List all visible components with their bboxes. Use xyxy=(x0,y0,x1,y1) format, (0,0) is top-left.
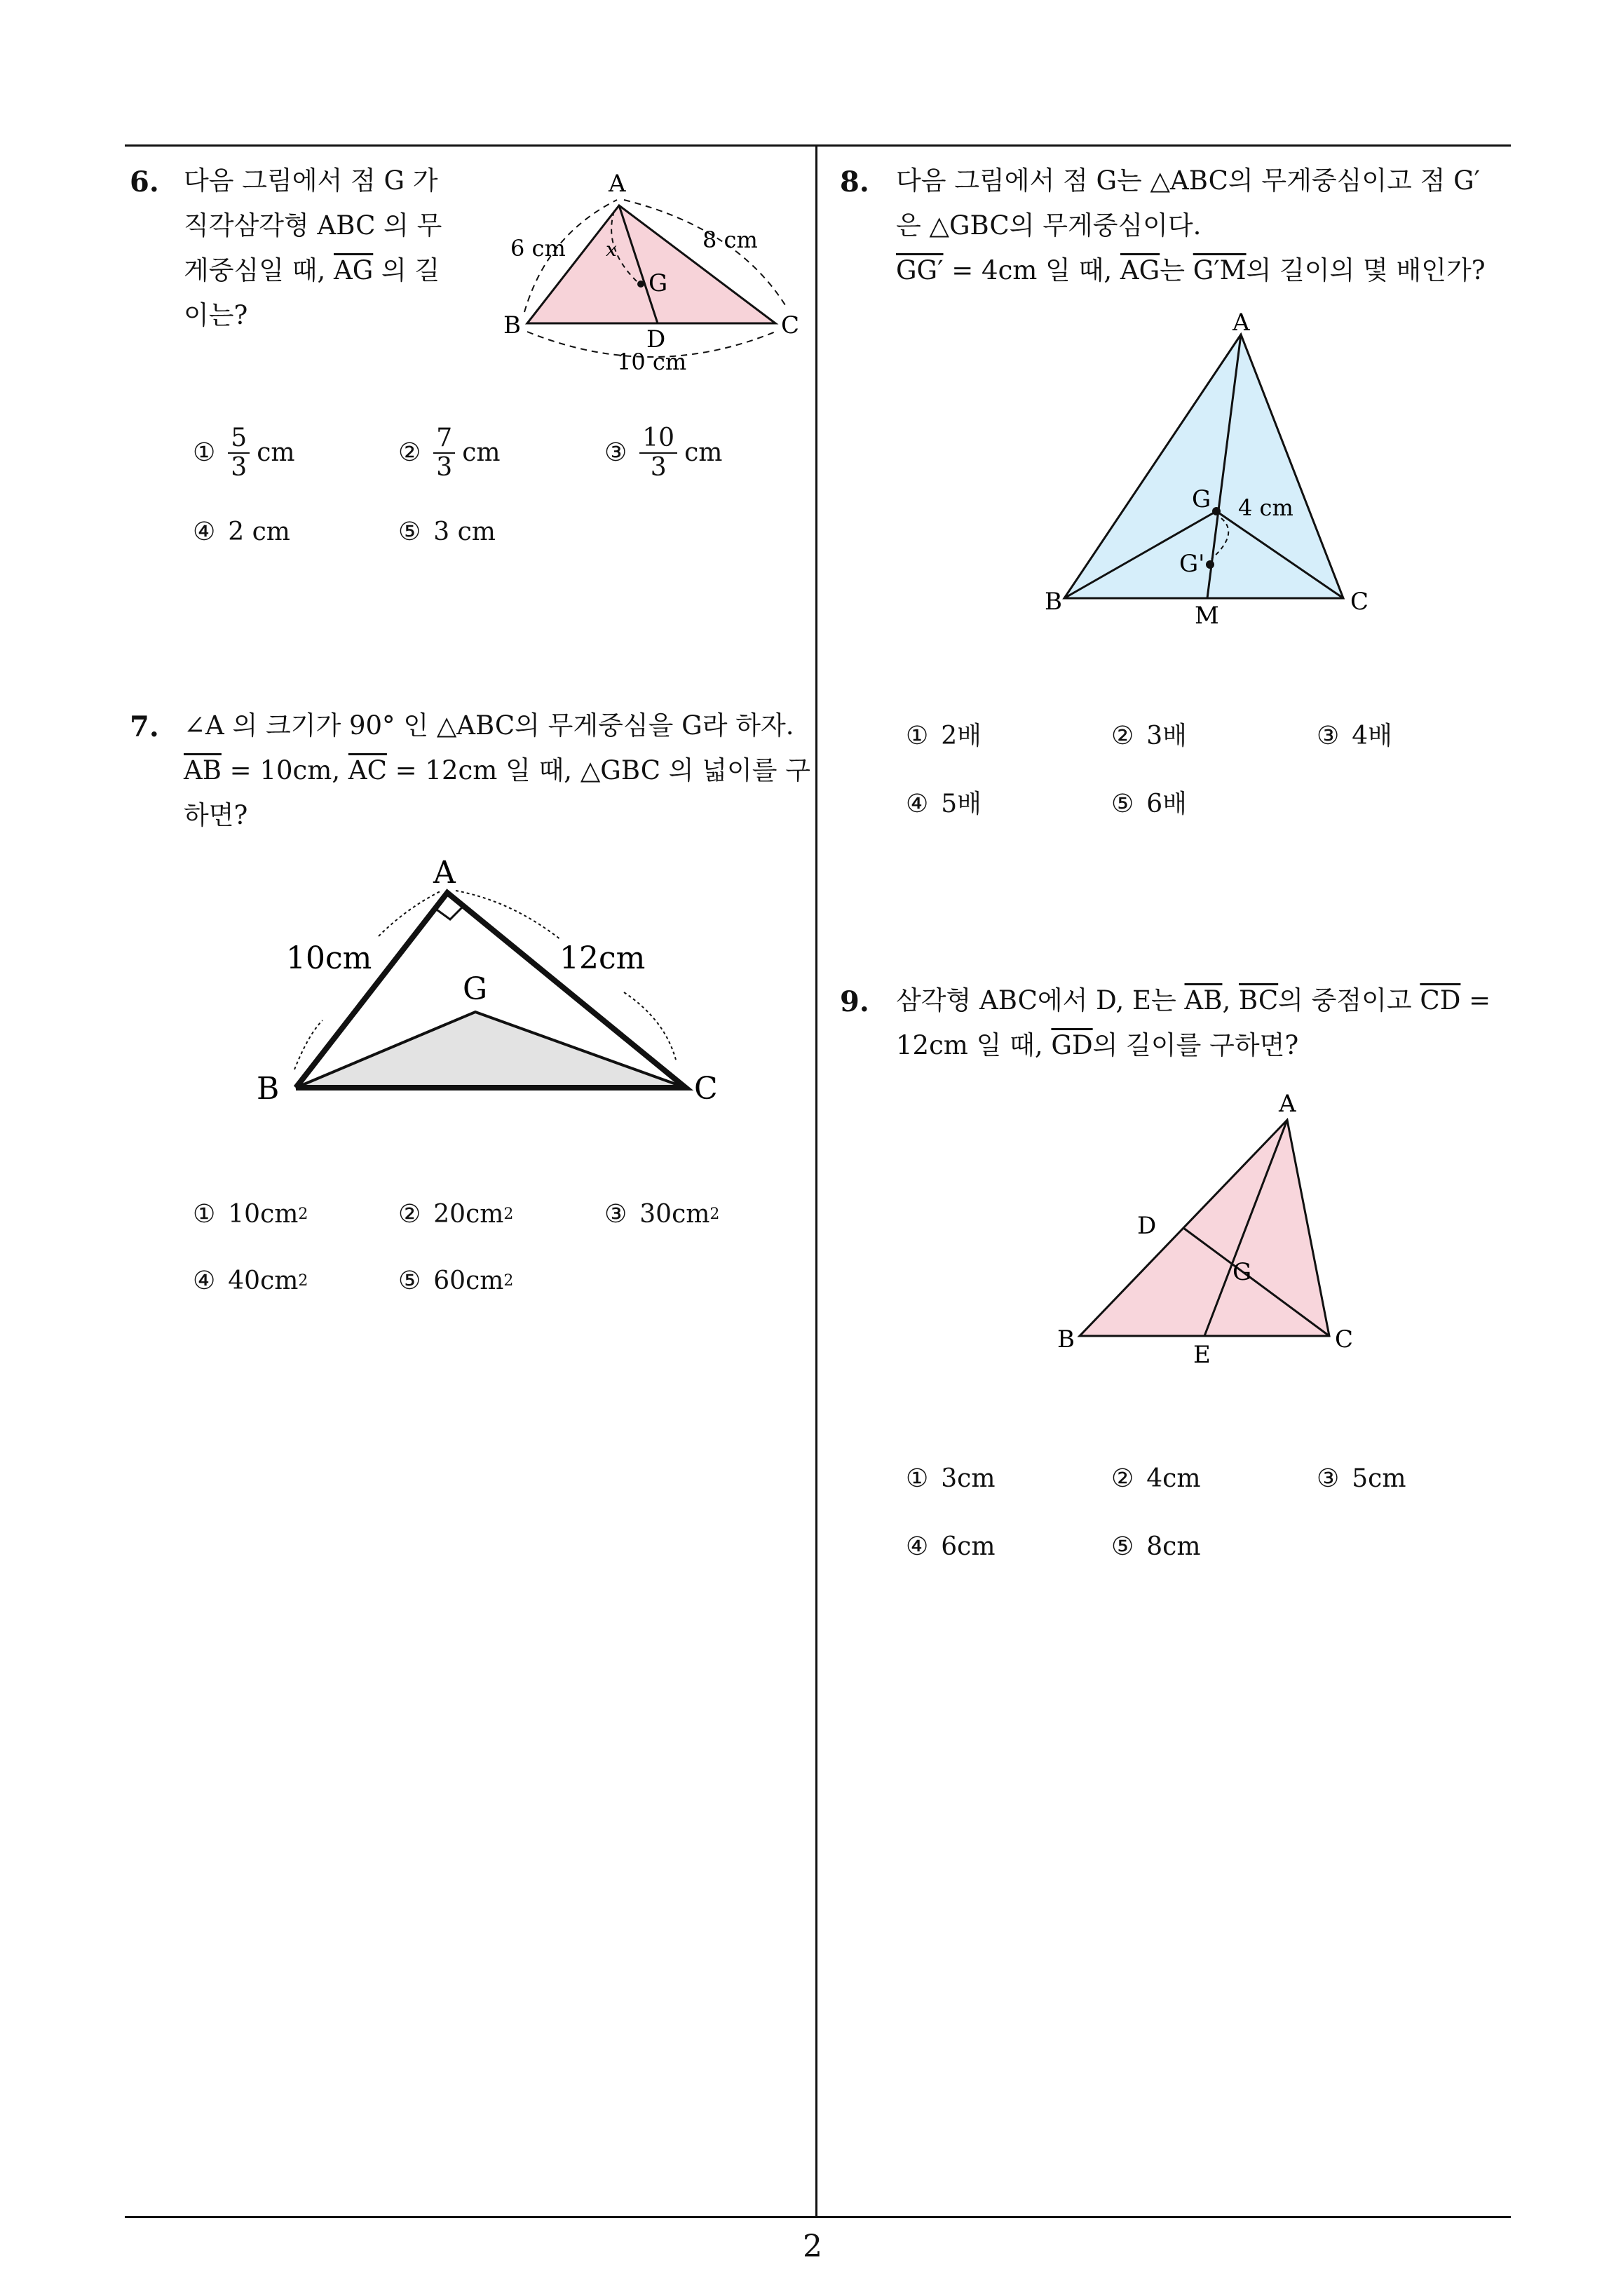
denominator: 3 xyxy=(650,453,667,482)
question-text xyxy=(184,703,810,838)
label-ab: 6 cm xyxy=(510,235,566,262)
segment-gpm: G′M xyxy=(1193,255,1247,285)
choice-mark: ① xyxy=(906,1464,929,1493)
text-line xyxy=(184,248,442,293)
label-b: B xyxy=(257,1071,280,1107)
text: = 10cm, xyxy=(221,755,348,785)
superscript: 2 xyxy=(503,1206,514,1223)
choice-mark: ④ xyxy=(906,790,929,818)
choice-5[interactable] xyxy=(1111,782,1187,827)
choice-3[interactable] xyxy=(1317,1457,1406,1501)
label-c: C xyxy=(694,1071,718,1107)
choice-text: 8cm xyxy=(1146,1532,1201,1561)
choice-text: 3 cm xyxy=(433,518,496,546)
label-g: G xyxy=(1232,1258,1252,1286)
question-number: 6. xyxy=(130,166,159,198)
segment-cd: $\overline{CD}$ xyxy=(1420,985,1461,1015)
question-number: 7. xyxy=(130,710,159,743)
segment-ag: $\overline{AG}$ xyxy=(1120,255,1160,285)
bottom-rule xyxy=(125,2216,1511,2218)
label-a: A xyxy=(1279,1090,1296,1118)
choice-text: 5cm xyxy=(1352,1464,1406,1493)
arc-ac xyxy=(624,992,677,1062)
label-a: A xyxy=(1232,312,1250,337)
question-text xyxy=(184,158,442,338)
choice-text: 3cm xyxy=(941,1464,996,1493)
point-g xyxy=(1212,507,1221,515)
choice-5[interactable] xyxy=(398,1259,513,1304)
choice-text: 4cm xyxy=(1146,1464,1201,1493)
q8-figure xyxy=(1031,312,1395,635)
denominator: 3 xyxy=(436,453,453,482)
choice-5[interactable] xyxy=(1111,1525,1200,1569)
choice-text: 2 cm xyxy=(228,518,290,546)
choice-mark: ⑤ xyxy=(1111,1532,1134,1561)
text-line: 이는? xyxy=(184,300,248,330)
choice-mark: ④ xyxy=(193,1267,216,1295)
triangle-abc xyxy=(1080,1120,1329,1336)
denominator: 3 xyxy=(231,453,247,482)
choice-4[interactable] xyxy=(906,1525,995,1569)
question-number: 9. xyxy=(840,985,869,1018)
choice-text: 5배 xyxy=(941,790,982,818)
text: 12cm 일 때, xyxy=(896,1030,1052,1060)
choice-1[interactable] xyxy=(193,1192,308,1237)
text-line xyxy=(896,978,1490,1023)
text-line: 은 △GBC의 무게중심이다. xyxy=(896,210,1202,241)
text: 의 길 xyxy=(373,255,440,285)
superscript: 2 xyxy=(298,1206,308,1223)
label-ab: 10cm xyxy=(286,940,372,976)
label-m: M xyxy=(1195,602,1219,630)
question-text xyxy=(896,158,1486,293)
choice-mark: ⑤ xyxy=(398,1267,421,1295)
choice-mark: ④ xyxy=(906,1532,929,1561)
choice-text: 3배 xyxy=(1146,722,1187,750)
unit: cm xyxy=(257,438,295,467)
label-a: A xyxy=(609,170,626,198)
triangle-gbc xyxy=(296,1012,686,1088)
choice-5[interactable] xyxy=(398,510,496,555)
text: = 12cm 일 때, △GBC 의 넓이를 구 xyxy=(386,755,811,785)
choice-text: 10cm xyxy=(228,1200,299,1229)
choice-text: 4배 xyxy=(1352,722,1392,750)
choice-3[interactable] xyxy=(604,1192,719,1237)
question-number: 8. xyxy=(840,166,869,198)
label-d: D xyxy=(646,325,666,353)
choice-2[interactable] xyxy=(398,1192,513,1237)
page-number: 2 xyxy=(803,2229,822,2264)
segment-ab: $\overline{AB}$ xyxy=(1184,985,1223,1015)
label-b: B xyxy=(1057,1325,1075,1353)
text: 는 xyxy=(1160,255,1193,285)
numerator: 5 xyxy=(228,424,250,454)
choice-mark: ③ xyxy=(604,1200,627,1229)
numerator: 7 xyxy=(433,424,455,454)
label-bc: 10 cm xyxy=(617,349,687,375)
text-line: 하면? xyxy=(184,800,248,830)
choice-mark: ② xyxy=(1111,722,1134,750)
q6-figure xyxy=(491,165,813,382)
segment-ag: $\overline{AG}$ xyxy=(334,255,374,285)
q9-figure xyxy=(1045,1083,1381,1378)
choice-text: 60cm xyxy=(433,1267,504,1295)
label-gp: G' xyxy=(1179,550,1205,578)
segment-gd: $\overline{GD}$ xyxy=(1051,1030,1093,1060)
label-g: G xyxy=(463,971,488,1007)
text-line xyxy=(184,748,810,793)
choice-mark: ① xyxy=(193,1200,216,1229)
text: 게중심일 때, xyxy=(184,255,334,285)
choice-text: 40cm xyxy=(228,1267,299,1295)
unit: cm xyxy=(684,438,723,467)
fraction xyxy=(228,424,250,482)
choice-text: 2배 xyxy=(941,722,982,750)
label-ac: 12cm xyxy=(559,940,646,976)
choice-mark: ⑤ xyxy=(398,518,421,546)
segment-ac: $\overline{AC}$ xyxy=(348,755,387,785)
choice-text: 20cm xyxy=(433,1200,504,1229)
point-gp xyxy=(1206,560,1214,569)
text: 의 길이를 구하면? xyxy=(1092,1030,1299,1060)
choice-4[interactable] xyxy=(906,782,982,827)
point-g xyxy=(637,281,644,288)
label-ac: 8 cm xyxy=(702,227,758,253)
text: , xyxy=(1222,985,1239,1015)
choice-2[interactable] xyxy=(1111,1457,1200,1501)
text-line xyxy=(896,248,1486,293)
label-g: G xyxy=(648,269,668,297)
choice-4[interactable] xyxy=(193,510,290,555)
text: 삼각형 ABC에서 D, E는 xyxy=(896,985,1185,1015)
choice-4[interactable] xyxy=(193,1259,308,1304)
choice-3[interactable] xyxy=(604,424,722,482)
choice-mark: ① xyxy=(193,438,216,467)
choice-1[interactable] xyxy=(906,1457,995,1501)
choice-text: 6cm xyxy=(941,1532,996,1561)
label-e: E xyxy=(1193,1341,1211,1369)
top-rule xyxy=(125,144,1511,147)
label-len: 4 cm xyxy=(1238,494,1293,521)
choice-mark: ② xyxy=(398,1200,421,1229)
text-line: 다음 그림에서 점 G 가 xyxy=(184,166,438,196)
superscript: 2 xyxy=(709,1206,720,1223)
choice-1[interactable] xyxy=(906,714,982,759)
text: = 4cm 일 때, xyxy=(943,255,1120,285)
choice-mark: ⑤ xyxy=(1111,790,1134,818)
label-d: D xyxy=(1137,1212,1157,1240)
segment-ggp: GG′ xyxy=(896,255,944,285)
choice-2[interactable] xyxy=(1111,714,1187,759)
fraction xyxy=(639,424,677,482)
numerator: 10 xyxy=(639,424,677,454)
choice-mark: ③ xyxy=(1317,1464,1340,1493)
text-line: ∠A 의 크기가 90° 인 △ABC의 무게중심을 G라 하자. xyxy=(184,710,794,741)
label-c: C xyxy=(1350,588,1369,616)
text: 의 길이의 몇 배인가? xyxy=(1246,255,1486,285)
choice-mark: ④ xyxy=(193,518,216,546)
text-line xyxy=(896,1023,1490,1068)
superscript: 2 xyxy=(503,1272,514,1290)
segment-ab: $\overline{AB}$ xyxy=(184,755,222,785)
choice-text: 30cm xyxy=(639,1200,710,1229)
segment-bc: $\overline{BC}$ xyxy=(1238,985,1279,1015)
fraction xyxy=(433,424,455,482)
q7-figure xyxy=(245,852,736,1119)
choice-1[interactable] xyxy=(193,424,295,482)
label-c: C xyxy=(1335,1325,1354,1353)
question-text xyxy=(896,978,1490,1068)
choice-mark: ③ xyxy=(604,438,627,467)
column-divider xyxy=(815,144,817,2217)
text: 의 중점이고 xyxy=(1278,985,1420,1015)
label-a: A xyxy=(433,855,456,891)
choice-mark: ③ xyxy=(1317,722,1340,750)
choice-2[interactable] xyxy=(398,424,501,482)
label-b: B xyxy=(1045,588,1062,616)
text-line: 다음 그림에서 점 G는 △ABC의 무게중심이고 점 G′ xyxy=(896,166,1481,196)
choice-text: 6배 xyxy=(1146,790,1187,818)
label-x: x xyxy=(606,238,617,261)
label-b: B xyxy=(503,311,521,339)
label-g: G xyxy=(1192,485,1211,513)
text-line: 직각삼각형 ABC 의 무 xyxy=(184,210,442,241)
choice-3[interactable] xyxy=(1317,714,1392,759)
unit: cm xyxy=(462,438,501,467)
choice-mark: ② xyxy=(398,438,421,467)
choice-mark: ② xyxy=(1111,1464,1134,1493)
label-c: C xyxy=(781,311,800,339)
choice-mark: ① xyxy=(906,722,929,750)
text: = xyxy=(1460,985,1491,1015)
superscript: 2 xyxy=(298,1272,308,1290)
